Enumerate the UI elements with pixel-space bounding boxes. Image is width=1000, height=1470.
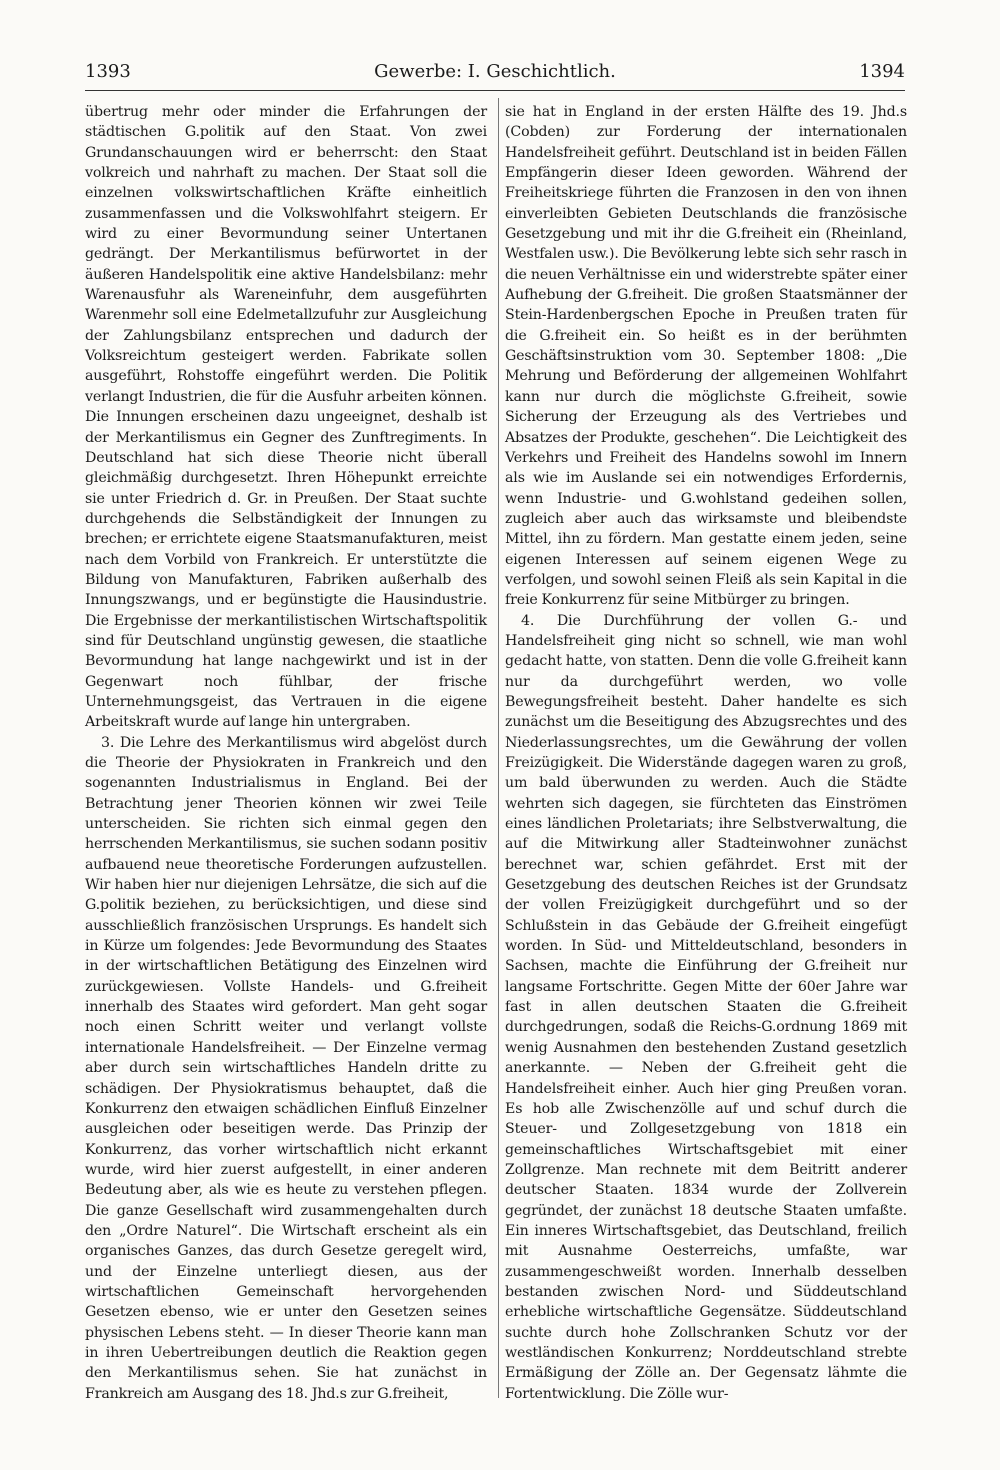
right-paragraph-1: sie hat in England in der ersten Hälfte des 19. Jhd.s (Cobden) zur Forderung der internationalen Handelsfreiheit geführt. Deutschland ist in beiden Fällen Empfängerin dieser Ideen geworden. Während der Freiheitskriege führten die Franzosen in den von ihnen einverleibten Gebieten Deutschlands die französische Gesetzgebung und mit ihr die G.freiheit ein (Rheinland, Westfalen usw.). Die Bevölkerung lebte sich sehr rasch in die neuen Verhältnisse ein und widerstrebte später einer Aufhebung der G.freiheit. Die großen Staatsmänner der Stein-Hardenbergschen Epoche in Preußen traten für die G.freiheit ein. So heißt es in der berühmten Geschäftsinstruktion vom 30. September 1808: „Die Mehrung und Beförderung der allgemeinen Wohlfahrt kann nur durch die möglichste G.freiheit, sowie Sicherung der Erzeugung als des Vertriebes und Absatzes der Produkte, geschehen“. Die Leichtigkeit des Verkehrs und Freiheit des Handelns sowohl im Innern als wie im Auslande sei ein notwendiges Erfordernis, wenn Industrie- und G.wohlstand gedeihen sollen, zugleich aber auch das wirksamste und bleibendste Mittel, ihn zu fördern. Man gestatte einem jeden, seine eigenen Interessen auf seinem eigenen Wege zu verfolgen, und sowohl seinen Fleiß als sein Kapital in die freie Konkurrenz für seine Mitbürger zu bringen. [505,104,907,609]
left-paragraph-2: 3. Die Lehre des Merkantilismus wird abgelöst durch die Theorie der Physiokraten in Frankreich und den sogenannten Industrialismus in England. Bei der Betrachtung jener Theorien können wir zwei Teile unterscheiden. Sie richten sich einmal gegen den herrschenden Merkantilismus, sie suchen sodann positiv aufbauend neue theoretische Forderungen aufzustellen. Wir haben hier nur diejenigen Lehrsätze, die sich auf die G.politik beziehen, zu berücksichtigen, und diese sind ausschließlich französischen Ursprungs. Es handelt sich in Kürze um folgendes: Jede Bevormundung des Staates in der wirtschaftlichen Betätigung des Einzelnen wird zurückgewiesen. Vollste Handels- und G.freiheit innerhalb des Staates wird gefordert. Man geht sogar noch einen Schritt weiter und verlangt vollste internationale Handelsfreiheit. — Der Einzelne vermag aber durch sein wirtschaftliches Handeln dritte zu schädigen. Der Physiokratismus behauptet, daß die Konkurrenz den etwaigen schädlichen Einfluß Einzelner ausgleichen oder beseitigen werde. Das Prinzip der Konkurrenz, das vorher wirtschaftlich nicht erkannt wurde, wird hier zuerst aufgestellt, in einer anderen Bedeutung aber, als wie es heute zu verstehen pflegen. Die ganze Gesellschaft wird zusammengehalten durch den „Ordre Naturel“. Die Wirtschaft erscheint als ein organisches Ganzes, das durch Gesetze geregelt wird, und der Einzelne unterliegt diesen, aus der wirtschaftlichen Gemeinschaft hervorgehenden Gesetzen ebenso, wie er unter den Gesetzen seines physischen Lebens steht. — In dieser Theorie kann man in ihren Uebertreibungen deutlich die Reaktion gegen den Merkantilismus sehen. Sie hat zunächst in Frankreich am Ausgang des 18. Jhd.s zur G.freiheit, [85,734,487,1402]
page-number-right: 1394 [859,61,905,82]
right-paragraph-2: 4. Die Durchführung der vollen G.- und Handelsfreiheit ging nicht so schnell, wie man wohl gedacht hatte, von statten. Denn die volle G.freiheit kann nur da durchgeführt werden, wo volle Bewegungsfreiheit besteht. Daher handelte es sich zunächst um die Beseitigung des Abzugsrechtes und des Niederlassungsrechtes, um die Gewährung der vollen Freizügigkeit. Die Widerstände dagegen waren zu groß, um bald überwunden zu werden. Auch die Städte wehrten sich dagegen, sie fürchteten das Einströmen eines ländlichen Proletariats; ihre Selbstverwaltung, die auf die Mitwirkung aller Stadteinwohner zunächst berechnet war, schien gefährdet. Erst mit der Gesetzgebung des deutschen Reiches ist der Grundsatz der vollen Freizügigkeit durchgeführt und so der Schlußstein in das Gebäude der G.freiheit eingefügt worden. In Süd- und Mitteldeutschland, besonders in Sachsen, machte die Einführung der G.freiheit nur langsame Fortschritte. Gegen Mitte der 60er Jahre war fast in allen deutschen Staaten die G.freiheit durchgedrungen, sodaß die Reichs-G.ordnung 1869 mit wenig Ausnahmen den bestehenden Zustand gesetzlich anerkannte. — Neben der G.freiheit geht die Handelsfreiheit einher. Auch hier ging Preußen voran. Es hob alle Zwischenzölle auf und schuf durch die Steuer- und Zollgesetzgebung von 1818 ein gemeinschaftliches Wirtschaftsgebiet mit einer Zollgrenze. Man rechnete mit dem Beitritt anderer deutscher Staaten. 1834 wurde der Zollverein gegründet, der zunächst 18 deutsche Staaten umfaßte. Ein inneres Wirtschaftsgebiet, das Deutschland, freilich mit Ausnahme Oesterreichs, umfaßte, war zusammengeschweißt worden. Innerhalb desselben bestanden zwischen Nord- und Süddeutschland erhebliche wirtschaftliche Gegensätze. Süddeutschland suchte durch hohe Zollschranken Schutz vor der westländischen Konkurrenz; Norddeutschland strebte Ermäßigung der Zölle an. Der Gegensatz lähmte die Fortentwicklung. Die Zölle wur- [505,612,907,1402]
page-header [85,60,905,84]
header-rule [85,90,905,91]
column-divider [498,98,499,1398]
right-column [505,102,907,1404]
left-paragraph-1: übertrug mehr oder minder die Erfahrungen der städtischen G.politik auf den Staat. Von zwei Grundanschauungen wird er beherrscht: den Staat volkreich und nahrhaft zu machen. Der Staat soll die einzelnen volkswirtschaftlichen Kräfte einheitlich zusammenfassen und die Volkswohlfahrt steigern. Er wird zu einer Bevormundung seiner Untertanen gedrängt. Der Merkantilismus befürwortet in der äußeren Handelspolitik eine aktive Handelsbilanz: mehr Warenausfuhr als Wareneinfuhr, dem ausgeführten Warenmehr soll eine Edelmetallzufuhr zur Ausgleichung der Zahlungsbilanz entsprechen und dadurch der Volksreichtum gesteigert werden. Fabrikate sollen ausgeführt, Rohstoffe eingeführt werden. Die Politik verlangt Industrien, die für die Ausfuhr arbeiten können. Die Innungen erscheinen dazu ungeeignet, deshalb ist der Merkantilismus ein Gegner des Zunftregiments. In Deutschland hat sich diese Theorie nicht überall gleichmäßig durchgesetzt. Ihren Höhepunkt erreichte sie unter Friedrich d. Gr. in Preußen. Der Staat suchte durchgehends die Selbständigkeit der Innungen zu brechen; er errichtete eigene Staatsmanufakturen, meist nach dem Vorbild von Frankreich. Er unterstützte die Bildung von Manufakturen, Fabriken außerhalb des Innungszwangs, und er begünstigte die Hausindustrie. Die Ergebnisse der merkantilistischen Wirtschaftspolitik sind für Deutschland ungünstig gewesen, die staatliche Bevormundung hat lange nachgewirkt und ist in der Gegenwart noch fühlbar, der frische Unternehmungsgeist, das Vertrauen in die eigene Arbeitskraft wurde auf lange hin untergraben. [85,104,487,731]
running-title: Gewerbe: I. Geschichtlich. [374,61,616,82]
left-column [85,102,487,1404]
page-number-left: 1393 [85,61,131,82]
